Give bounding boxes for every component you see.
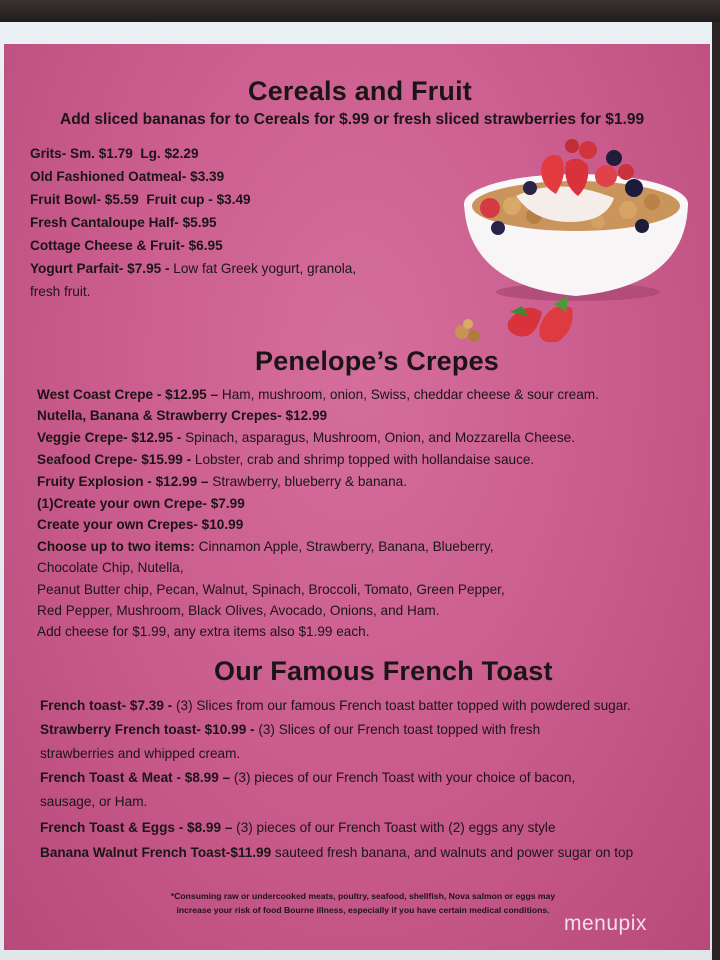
menu-item: fresh fruit. [30,284,91,299]
cereals-title: Cereals and Fruit [248,76,472,106]
menu-item: Fruit Bowl- $5.59 Fruit cup - $3.49 [30,192,251,207]
menu-item: Cottage Cheese & Fruit- $6.95 [30,238,223,253]
menu-item: (1)Create your own Crepe- $7.99 [37,496,245,511]
top-frame [0,0,720,22]
menu-item: sausage, or Ham. [40,794,148,809]
menu-item: French toast- $7.39 - (3) Slices from our famous French toast batter topped with powdered sugar. [40,698,631,713]
menu-item: Banana Walnut French Toast-$11.99 sauteed fresh banana, and walnuts and power sugar on top [40,845,634,860]
menu-item: Fresh Cantaloupe Half- $5.95 [30,215,217,230]
menu-item: Red Pepper, Mushroom, Black Olives, Avocado, Onions, and Ham. [37,603,440,618]
menu-item: Choose up to two items: Cinnamon Apple, Strawberry, Banana, Blueberry, [37,539,494,554]
menu-item: Add cheese for $1.99, any extra items also $1.99 each. [37,624,370,639]
crepes-title: Penelope’s Crepes [255,346,500,376]
menu-item: Nutella, Banana & Strawberry Crepes- $12.99 [37,408,328,423]
menu-item: Fruity Explosion - $12.99 – Strawberry, blueberry & banana. [37,474,407,489]
footnote-line: increase your risk of food Bourne illness, especially if you have certain medical conditions. [176,905,550,915]
menu-item: French Toast & Eggs - $8.99 – (3) pieces of our French Toast with (2) eggs any style [40,820,556,835]
french-toast-title: Our Famous French Toast [214,656,553,686]
footnote [83,889,643,917]
menu-item: Strawberry French toast- $10.99 - (3) Slices of our French toast topped with fresh [40,722,541,737]
menu-item: Seafood Crepe- $15.99 - Lobster, crab and shrimp topped with hollandaise sauce. [37,452,535,467]
menu-page [4,44,710,950]
menu-item: Veggie Crepe- $12.95 - Spinach, asparagus, Mushroom, Onion, and Mozzarella Cheese. [37,430,576,445]
menu-item: Create your own Crepes- $10.99 [37,517,244,532]
cereals-subtitle: Add sliced bananas for to Cereals for $.99 or fresh sliced strawberries for $1.99 [60,111,645,128]
menu-item: Yogurt Parfait- $7.95 - Low fat Greek yogurt, granola, [30,261,357,276]
menu-item: French Toast & Meat - $8.99 – (3) pieces of our French Toast with your choice of bacon, [40,770,576,785]
menu-item: Old Fashioned Oatmeal- $3.39 [30,169,225,184]
yogurt-bowl-image [438,136,698,342]
watermark-logo: menupix [564,912,647,935]
menu-item: Grits- Sm. $1.79 Lg. $2.29 [30,146,199,161]
footnote-line: *Consuming raw or undercooked meats, poultry, seafood, shellfish, Nova salmon or eggs may [170,891,556,901]
menu-item: strawberries and whipped cream. [40,746,241,761]
menu-item: Chocolate Chip, Nutella, [37,560,184,575]
menu-item: Peanut Butter chip, Pecan, Walnut, Spinach, Broccoli, Tomato, Green Pepper, [37,582,505,597]
menu-item: West Coast Crepe - $12.95 – Ham, mushroom, onion, Swiss, cheddar cheese & sour cream. [37,387,599,402]
